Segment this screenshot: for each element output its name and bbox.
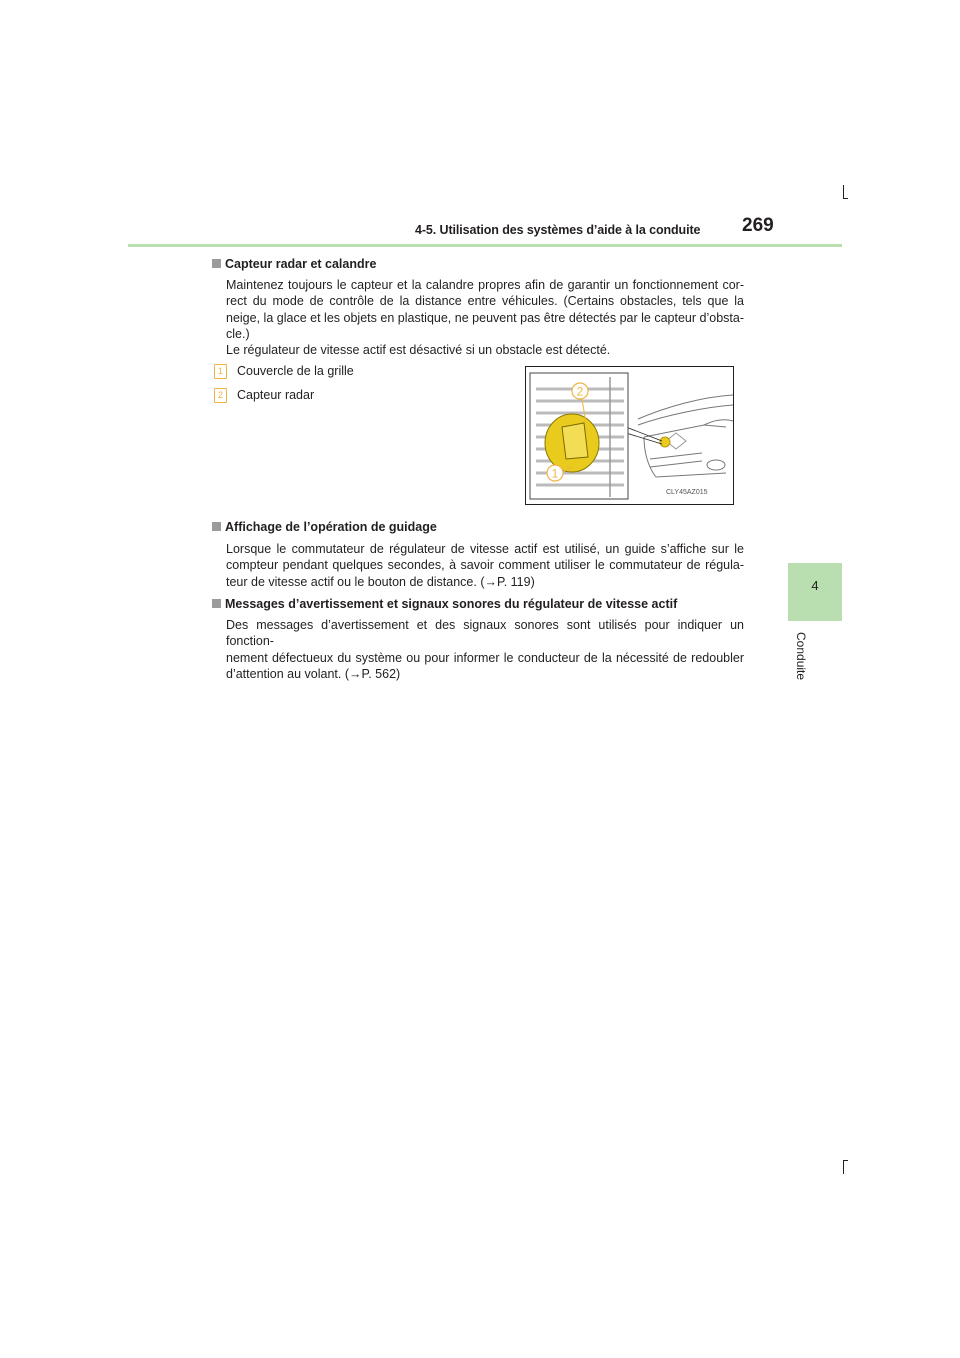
text-line: Des messages d’avertissement et des signaux sonores sont utilisés pour indiquer un fonction- bbox=[226, 618, 744, 649]
crop-mark-top bbox=[843, 185, 844, 199]
text-line: d’attention au volant. (→P. 562) bbox=[226, 666, 401, 681]
callout-number: 1 bbox=[214, 364, 227, 379]
text-line: teur de vitesse actif ou le bouton de distance. (→P. 119) bbox=[226, 574, 535, 589]
paragraph-guidance bbox=[226, 541, 744, 590]
callout-label: Couvercle de la grille bbox=[237, 364, 354, 378]
text-line: Le régulateur de vitesse actif est désactivé si un obstacle est détecté. bbox=[226, 343, 611, 358]
radar-sensor-figure bbox=[525, 366, 734, 505]
text-line: compteur pendant quelques secondes, à savoir comment utiliser le commutateur de régula- bbox=[226, 558, 744, 573]
chapter-label-text: Conduite bbox=[794, 632, 808, 681]
chapter-label bbox=[794, 632, 810, 688]
page-number: 269 bbox=[742, 215, 774, 236]
square-bullet-icon bbox=[212, 522, 221, 531]
text-line: cle.) bbox=[226, 326, 250, 341]
marker-2: 2 bbox=[576, 384, 584, 399]
heading-text: Affichage de l’opération de guidage bbox=[225, 520, 437, 534]
heading-text: Messages d’avertissement et signaux sonores du régulateur de vitesse actif bbox=[225, 597, 678, 611]
section-heading-guidance bbox=[212, 520, 437, 534]
square-bullet-icon bbox=[212, 599, 221, 608]
paragraph-radar bbox=[226, 277, 744, 358]
crop-mark-bottom-tick bbox=[843, 1160, 848, 1161]
paragraph-warnings bbox=[226, 617, 744, 682]
car-front-illustration bbox=[638, 395, 733, 477]
callout-radar-sensor bbox=[214, 388, 314, 403]
callout-number: 2 bbox=[214, 388, 227, 403]
text-line: nement défectueux du système ou pour informer le conducteur de la nécessité de redoubler bbox=[226, 650, 744, 665]
text-line: rect du mode de contrôle de la distance entre véhicules. (Certains obstacles, tels que la bbox=[226, 294, 744, 309]
section-header-title: 4-5. Utilisation des systèmes d’aide à la conduite bbox=[415, 223, 701, 237]
crop-mark-bottom bbox=[843, 1160, 844, 1174]
callout-label: Capteur radar bbox=[237, 388, 315, 402]
radar-sensor bbox=[562, 423, 588, 459]
marker-1: 1 bbox=[551, 466, 559, 481]
square-bullet-icon bbox=[212, 259, 221, 268]
section-heading-warnings bbox=[212, 597, 677, 611]
chapter-number: 4 bbox=[811, 578, 819, 593]
callout-grille-cover bbox=[214, 364, 354, 379]
figure-code: CLY45AZ015 bbox=[666, 489, 708, 496]
sensor-highlight-small bbox=[660, 437, 670, 447]
crop-mark-top-tick bbox=[843, 198, 848, 199]
section-heading-radar bbox=[212, 257, 376, 271]
text-line: Lorsque le commutateur de régulateur de vitesse actif est utilisé, un guide s’affiche sur le bbox=[226, 542, 744, 556]
text-line: neige, la glace et les objets en plastique, ne peuvent pas être détectés par le capteur d’obsta- bbox=[226, 310, 744, 325]
header-rule bbox=[128, 244, 842, 247]
grille-illustration bbox=[526, 367, 733, 504]
text-line: Maintenez toujours le capteur et la calandre propres afin de garantir un fonctionnement cor- bbox=[226, 278, 744, 292]
heading-text: Capteur radar et calandre bbox=[225, 257, 377, 271]
